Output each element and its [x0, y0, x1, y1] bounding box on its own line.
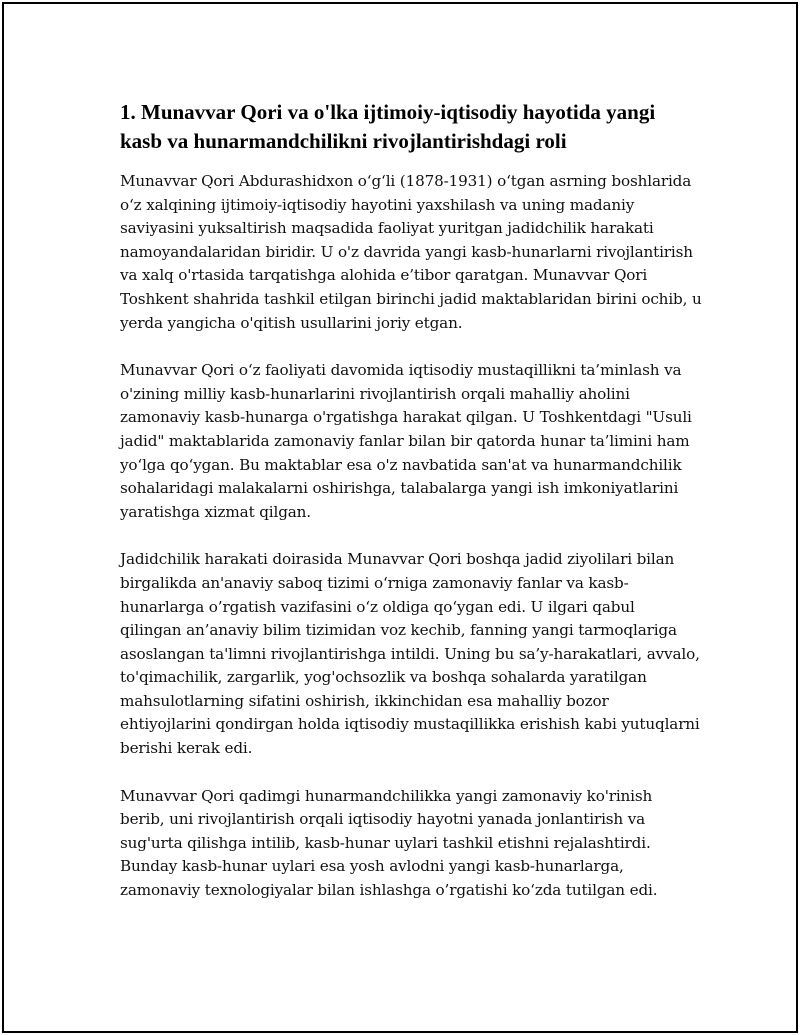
- text-line: qilingan an’anaviy bilim tizimidan voz kechib, fanning yangi tarmoqlariga: [120, 621, 677, 640]
- text-line: yerda yangicha o'qitish usullarini joriy etgan.: [120, 313, 463, 332]
- text-line: sohalaridagi malakalarni oshirishga, talabalarga yangi ish imkoniyatlarini: [120, 479, 679, 498]
- text-line: Toshkent shahrida tashkil etilgan birinchi jadid maktablaridan birini ochib, u: [120, 289, 702, 308]
- paragraph-3: [120, 548, 710, 760]
- text-line: Munavvar Qori o‘z faoliyati davomida iqtisodiy mustaqillikni ta’minlash va: [120, 361, 682, 380]
- text-line: zamonaviy texnologiyalar bilan ishlashga o’rgatishi ko‘zda tutilgan edi.: [120, 881, 658, 900]
- text-line: ehtiyojlarini qondirgan holda iqtisodiy mustaqillikka erishish kabi yutuqlarni: [120, 715, 700, 734]
- text-line: mahsulotlarning sifatini oshirish, ikkinchidan esa mahalliy bozor: [120, 691, 609, 710]
- text-line: asoslangan ta'limni rivojlantirishga intildi. Uning bu sa’y-harakatlari, avvalo,: [120, 644, 700, 663]
- heading-line: 1. Munavvar Qori va o'lka ijtimoiy-iqtisodiy hayotida yangi: [120, 100, 656, 124]
- paragraph-2: [120, 359, 710, 524]
- text-line: berishi kerak edi.: [120, 739, 253, 758]
- text-line: Bunday kasb-hunar uylari esa yosh avlodni yangi kasb-hunarlarga,: [120, 857, 624, 876]
- text-line: va xalq o'rtasida tarqatishga alohida e’tibor qaratgan. Munavvar Qori: [120, 266, 648, 285]
- text-line: Munavvar Qori qadimgi hunarmandchilikka yangi zamonaviy ko'rinish: [120, 786, 653, 805]
- text-line: zamonaviy kasb-hunarga o'rgatishga harakat qilgan. U Toshkentdagi "Usuli: [120, 408, 692, 427]
- text-line: Munavvar Qori Abdurashidxon o‘g‘li (1878-1931) o‘tgan asrning boshlarida: [120, 172, 692, 190]
- text-line: birgalikda an'anaviy saboq tizimi o‘rniga zamonaviy fanlar va kasb-: [120, 573, 629, 592]
- text-line: yo‘lga qo‘ygan. Bu maktablar esa o'z navbatida san'at va hunarmandchilik: [120, 455, 682, 474]
- document-body: [120, 98, 710, 927]
- text-line: saviyasini yuksaltirish maqsadida faoliyat yuritgan jadidchilik harakati: [120, 219, 654, 238]
- text-line: berib, uni rivojlantirish orqali iqtisodiy hayotni yanada jonlantirish va: [120, 810, 646, 829]
- text-line: jadid" maktablarida zamonaviy fanlar bilan bir qatorda hunar ta’limini ham: [120, 431, 690, 450]
- section-heading: [120, 98, 710, 156]
- text-line: hunarlarga o’rgatish vazifasini o‘z oldiga qo‘ygan edi. U ilgari qabul: [120, 597, 635, 616]
- text-line: o‘z xalqining ijtimoiy-iqtisodiy hayotini yaxshilash va uning madaniy: [120, 195, 635, 214]
- text-line: to'qimachilik, zargarlik, yog'ochsozlik va boshqa sohalarda yaratilgan: [120, 668, 647, 687]
- text-line: yaratishga xizmat qilgan.: [120, 502, 311, 521]
- text-line: o'zining milliy kasb-hunarlarini rivojlantirish orqali mahalliy aholini: [120, 384, 630, 403]
- page-frame: [2, 2, 798, 1033]
- paragraph-1: [120, 170, 710, 335]
- text-line: sug'urta qilishga intilib, kasb-hunar uylari tashkil etishni rejalashtirdi.: [120, 833, 651, 852]
- paragraph-4: [120, 785, 710, 903]
- text-line: namoyandalaridan biridir. U o'z davrida yangi kasb-hunarlarni rivojlantirish: [120, 242, 693, 261]
- heading-line: kasb va hunarmandchilikni rivojlantirishdagi roli: [120, 129, 567, 153]
- text-line: Jadidchilik harakati doirasida Munavvar Qori boshqa jadid ziyolilari bilan: [120, 550, 675, 569]
